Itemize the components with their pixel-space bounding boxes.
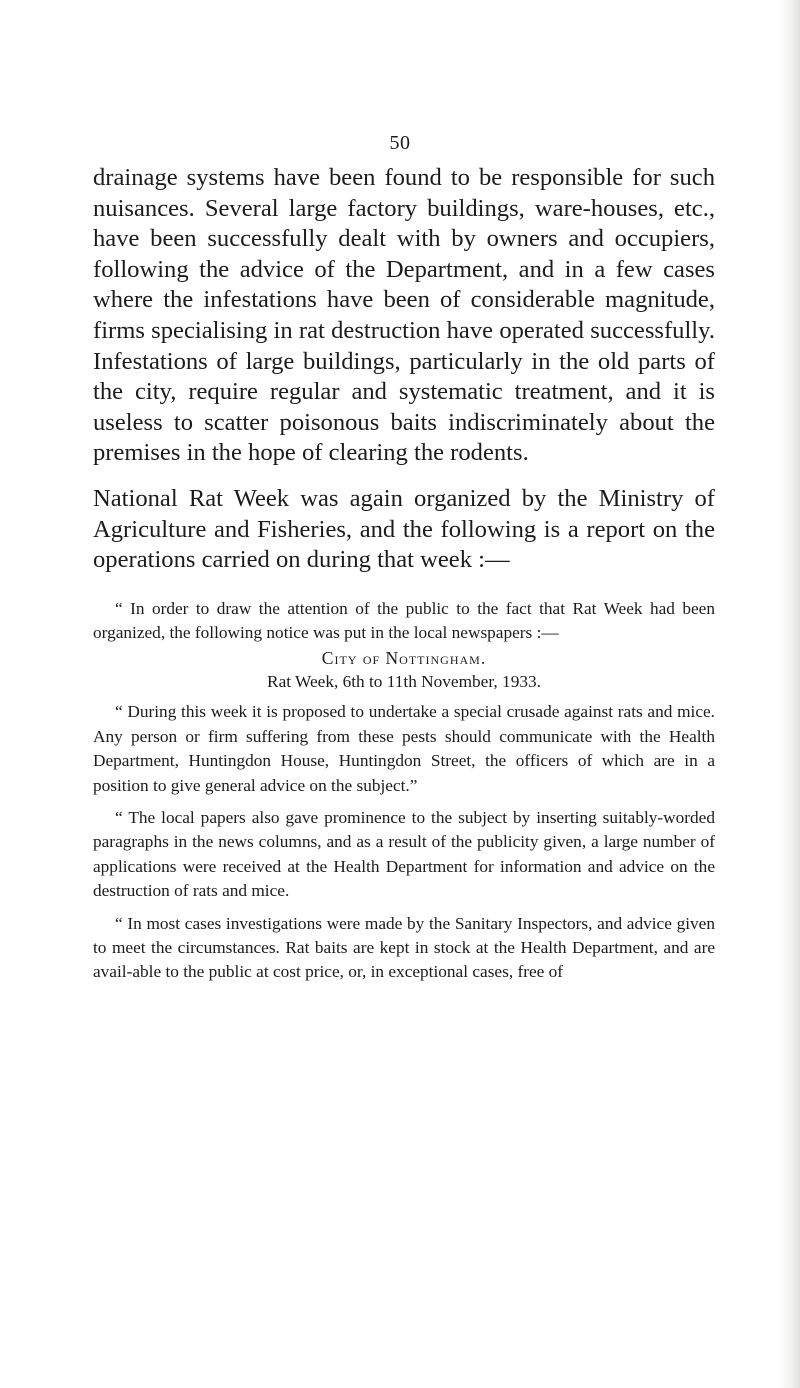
paragraph-national-rat-week: National Rat Week was again organized by the Ministry of Agriculture and Fisheries, and the following is a report on the operations carried on during that week :— (93, 484, 715, 574)
notice-date: Rat Week, 6th to 11th November, 1933. (267, 671, 541, 691)
scan-edge-shadow (778, 0, 800, 1388)
report-investigations: “ In most cases investigations were made by the Sanitary Inspectors, and advice given to meet the circumstances. Rat baits are kept in stock at the Health Department, and are avail-able to the public at cost price, or, in exceptional cases, free of (93, 913, 715, 982)
paragraph-drainage: drainage systems have been found to be responsible for such nuisances. Several large factory buildings, ware-houses, etc., have been successfully dealt with by owners and occupiers, following the advice of the Department, and in a few cases where the infestations have been of considerable magnitude, firms specialising in rat destruction have operated successfully. Infestations of large buildings, particularly in the old parts of the city, require regular and systematic treatment, and it is useless to scatter poisonous baits indiscriminately about the premises in the hope of clearing the rodents. (93, 164, 715, 467)
notice-heading: City of Nottingham. (321, 647, 487, 668)
report-intro: “ In order to draw the attention of the public to the fact that Rat Week had been organized, the following notice was put in the local newspapers :— (93, 598, 715, 643)
notice-text: “ During this week it is proposed to undertake a special crusade against rats and mice. Any person or firm suffering from these pests should communicate with the Health Department, Huntingdon House, Huntingdon Street, the officers of which are in a position to give general advice on the subject.” (93, 702, 715, 795)
document-body (93, 163, 715, 985)
report-quote (93, 597, 715, 985)
report-local-papers: “ The local papers also gave prominence to the subject by inserting suitably-worded paragraphs in the news columns, and as a result of the publicity given, a large number of applications were received at the Health Department for information and advice on the destruction of rats and mice. (93, 807, 715, 901)
page-number: 50 (389, 132, 411, 154)
